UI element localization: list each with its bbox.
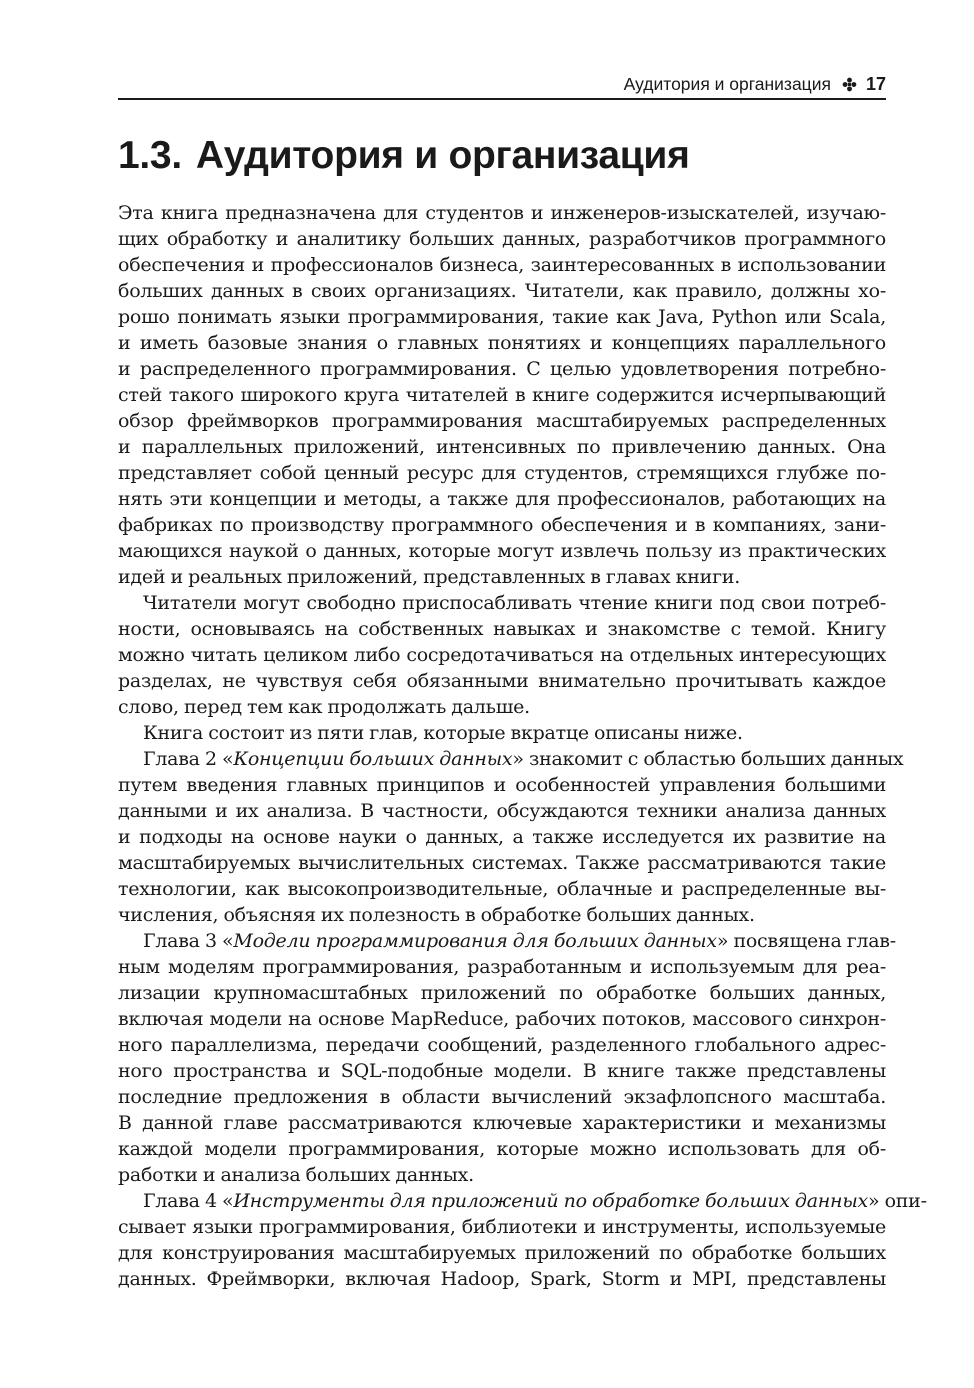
text-line: обзор фреймворков программирования масштабируемых распределенных <box>118 410 886 432</box>
text-line: данными и их анализа. В частности, обсуждаются техники анализа данных <box>118 800 886 822</box>
text-line: работки и анализа больших данных. <box>118 1164 474 1186</box>
section-title: Аудитория и организация <box>195 134 690 177</box>
text-line: нять эти концепции и методы, а также для профессионалов, работающих на <box>118 488 886 510</box>
text-line: щих обработку и аналитику больших данных, разработчиков программного <box>118 228 886 250</box>
text-line: В данной главе рассматриваются ключевые характеристики и механизмы <box>118 1112 886 1134</box>
text-line: путем введения главных принципов и особенностей управления большими <box>118 774 886 796</box>
text-line: Эта книга предназначена для студентов и инженеров-изыскателей, изучаю- <box>118 202 886 224</box>
text-line: Глава 3 «Модели программирования для больших данных» посвящена глав- <box>143 930 896 952</box>
text-line: Глава 2 «Концепции больших данных» знакомит с областью больших данных <box>143 748 904 770</box>
text-line: мающихся наукой о данных, которые могут извлечь пользу из практических <box>118 540 886 562</box>
chapter-3-title: Модели программирования для больших данных <box>233 930 717 952</box>
text-line: для конструирования масштабируемых приложений по обработке больших <box>118 1242 886 1264</box>
text-line: технологии, как высокопроизводительные, облачные и распределенные вы- <box>118 878 886 900</box>
section-number: 1.3. <box>118 134 182 177</box>
section-heading <box>118 126 886 186</box>
text-line: ного пространства и SQL-подобные модели. В книге также представлены <box>118 1060 886 1082</box>
text-line: стей такого широкого круга читателей в книге содержится исчерпывающий <box>118 384 886 406</box>
text-line: масштабируемых вычислительных системах. Также рассматриваются такие <box>118 852 886 874</box>
text-line: сывает языки программирования, библиотеки и инструменты, используемые <box>118 1216 886 1238</box>
text-line: ным моделям программирования, разработанным и используемым для реа- <box>118 956 886 978</box>
text-line: Читатели могут свободно приспосабливать чтение книги под свои потреб- <box>143 592 886 614</box>
text-line: данных. Фреймворки, включая Hadoop, Spark, Storm и MPI, представлены <box>118 1268 886 1290</box>
text-line: Глава 4 «Инструменты для приложений по обработке больших данных» опи- <box>143 1190 927 1212</box>
page-number: 17 <box>865 74 886 94</box>
text-line: больших данных в своих организациях. Читатели, как правило, должны хо- <box>118 280 886 302</box>
text-line: рошо понимать языки программирования, такие как Java, Python или Scala, <box>118 306 886 328</box>
text-line: идей и реальных приложений, представленных в главах книги. <box>118 566 740 588</box>
text-line: Книга состоит из пяти глав, которые вкратце описаны ниже. <box>143 722 743 744</box>
text-line: фабриках по производству программного обеспечения и в компаниях, зани- <box>118 514 886 536</box>
text-line: ности, основываясь на собственных навыках и знакомстве с темой. Книгу <box>118 618 886 640</box>
text-line: и иметь базовые знания о главных понятиях и концепциях параллельного <box>118 332 886 354</box>
text-line: лизации крупномасштабных приложений по обработке больших данных, <box>118 982 886 1004</box>
body-text <box>118 200 927 1292</box>
text-line: числения, объясняя их полезность в обработке больших данных. <box>118 904 755 926</box>
running-head <box>118 70 886 100</box>
text-line: каждой модели программирования, которые можно использовать для об- <box>118 1138 886 1160</box>
four-petal-diamond-icon <box>842 72 857 100</box>
chapter-4-title: Инструменты для приложений по обработке больших данных <box>233 1190 869 1212</box>
text-line: включая модели на основе MapReduce, рабочих потоков, массового синхрон- <box>118 1008 886 1030</box>
text-line: ного параллелизма, передачи сообщений, разделенного глобального адрес- <box>118 1034 886 1056</box>
text-line: последние предложения в области вычислений экзафлопсного масштаба. <box>118 1086 886 1108</box>
running-head-title: Аудитория и организация <box>623 74 831 94</box>
text-line: и подходы на основе науки о данных, а также исследуется их развитие на <box>118 826 886 848</box>
text-line: слово, перед тем как продолжать дальше. <box>118 696 530 718</box>
chapter-2-title: Концепции больших данных <box>233 748 513 770</box>
text-line: и распределенного программирования. С целью удовлетворения потребно- <box>118 358 886 380</box>
text-line: разделах, не чувствуя себя обязанными внимательно прочитывать каждое <box>118 670 886 692</box>
text-line: и параллельных приложений, интенсивных по привлечению данных. Она <box>118 436 886 458</box>
text-line: представляет собой ценный ресурс для студентов, стремящихся глубже по- <box>118 462 886 484</box>
text-line: обеспечения и профессионалов бизнеса, заинтересованных в использовании <box>118 254 886 276</box>
text-line: можно читать целиком либо сосредотачиваться на отдельных интересующих <box>118 644 886 666</box>
